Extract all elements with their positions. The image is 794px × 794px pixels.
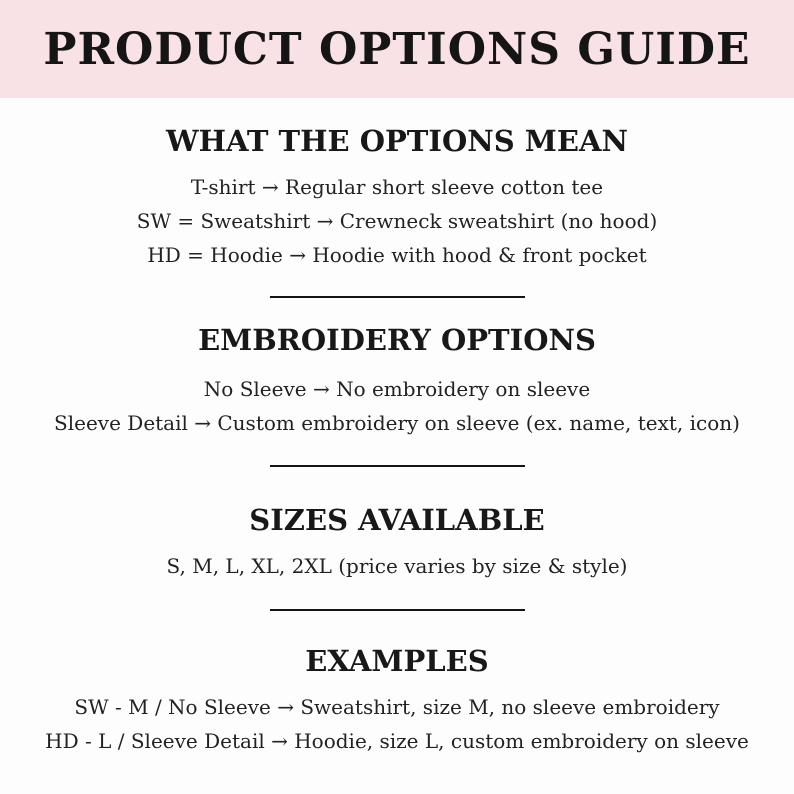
option-line-sweatshirt: SW = Sweatshirt → Crewneck sweatshirt (no hood) (136, 209, 658, 233)
section-embroidery-options (0, 322, 794, 440)
section-sizes-available (0, 502, 794, 583)
guide-content (0, 123, 794, 758)
section-lines (0, 170, 794, 272)
section-divider (270, 465, 525, 467)
section-what-options-mean (0, 123, 794, 272)
example-line-hoodie: HD - L / Sleeve Detail → Hoodie, size L, custom embroidery on sleeve (45, 729, 749, 753)
page-title: PRODUCT OPTIONS GUIDE (43, 23, 751, 75)
example-line-sweatshirt: SW - M / No Sleeve → Sweatshirt, size M, no sleeve embroidery (74, 695, 720, 719)
section-lines (0, 690, 794, 758)
section-lines (0, 372, 794, 440)
section-heading-examples: EXAMPLES (305, 644, 489, 678)
option-line-hoodie: HD = Hoodie → Hoodie with hood & front pocket (147, 243, 647, 267)
option-line-no-sleeve: No Sleeve → No embroidery on sleeve (203, 377, 591, 401)
section-heading-what-options-mean: WHAT THE OPTIONS MEAN (166, 124, 628, 158)
option-line-sizes: S, M, L, XL, 2XL (price varies by size & style) (166, 554, 628, 578)
section-divider (270, 609, 525, 611)
section-lines (0, 549, 794, 583)
header-banner (0, 0, 794, 98)
section-heading-embroidery-options: EMBROIDERY OPTIONS (198, 323, 596, 357)
option-line-tshirt: T-shirt → Regular short sleeve cotton tee (190, 175, 604, 199)
section-heading-sizes-available: SIZES AVAILABLE (249, 503, 545, 537)
section-examples (0, 643, 794, 758)
section-divider (270, 296, 525, 298)
option-line-sleeve-detail: Sleeve Detail → Custom embroidery on sleeve (ex. name, text, icon) (54, 411, 740, 435)
